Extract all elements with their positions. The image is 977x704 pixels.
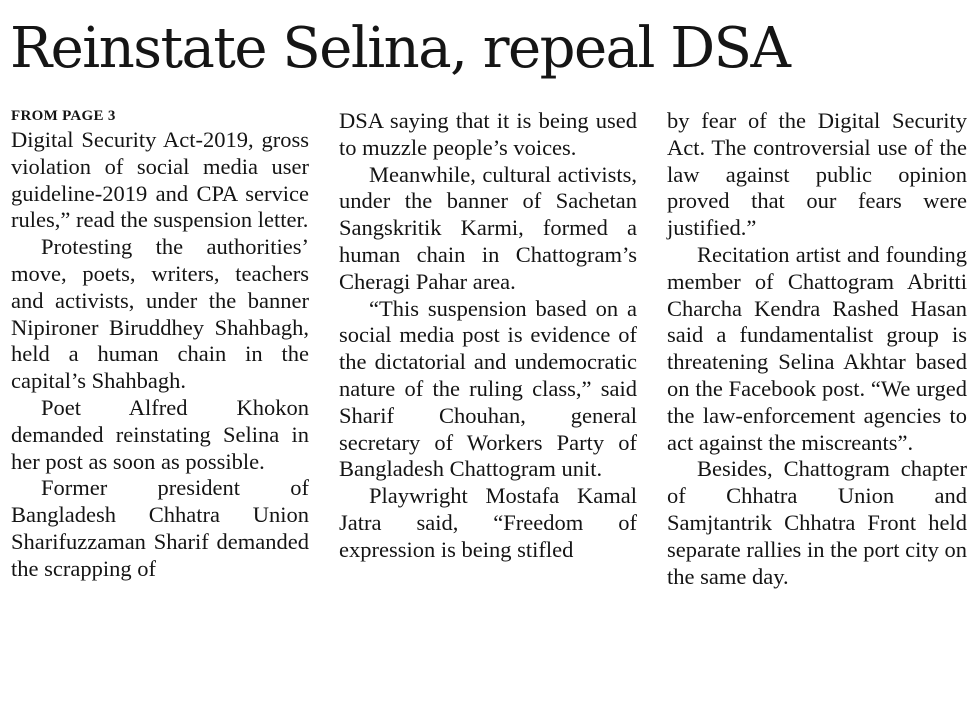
headline: Reinstate Selina, repeal DSA [10, 16, 790, 81]
article-column-3 [667, 108, 967, 590]
paragraph: “This suspension based on a social media post is evidence of the dictatorial and undemocratic nature of the ruling class,” said Sharif Chouhan, general secretary of Workers Party of Bangladesh Chattogram unit. [339, 295, 637, 482]
paragraph: Protesting the authorities’ move, poets, writers, teachers and activists, under the banner Nipironer Biruddhey Shahbagh, held a human chain in the capital’s Shahbagh. [11, 234, 309, 394]
paragraph: Poet Alfred Khokon demanded reinstating Selina in her post as soon as possible. [11, 394, 309, 474]
paragraph: Digital Security Act-2019, gross violation of social media user guideline-2019 and CPA service rules,” read the suspension letter. [11, 127, 309, 233]
article-column-1 [11, 108, 309, 583]
paragraph: Recitation artist and founding member of Chattogram Abritti Charcha Kendra Rashed Hasan said a fundamentalist group is threatening Selina Akhtar based on the Facebook post. “We urged the law-enforcement agencies to act against the miscreants”. [667, 241, 967, 455]
continuation-kicker: FROM PAGE 3 [11, 108, 116, 124]
paragraph: Meanwhile, cultural activists, under the banner of Sachetan Sangskritik Karmi, formed a human chain in Chattogram’s Cheragi Pahar area. [339, 161, 637, 294]
article-column-2 [339, 108, 637, 564]
paragraph: Besides, Chattogram chapter of Chhatra Union and Samjtantrik Chhatra Front held separate rallies in the port city on the same day. [667, 456, 967, 589]
paragraph: Former president of Bangladesh Chhatra Union Sharifuzzaman Sharif demanded the scrapping of [11, 475, 309, 581]
paragraph: Playwright Mostafa Kamal Jatra said, “Freedom of expression is being stifled [339, 483, 637, 562]
paragraph: DSA saying that it is being used to muzzle people’s voices. [339, 108, 637, 160]
paragraph: by fear of the Digital Security Act. The controversial use of the law against public opinion proved that our fears were justified.” [667, 108, 967, 241]
